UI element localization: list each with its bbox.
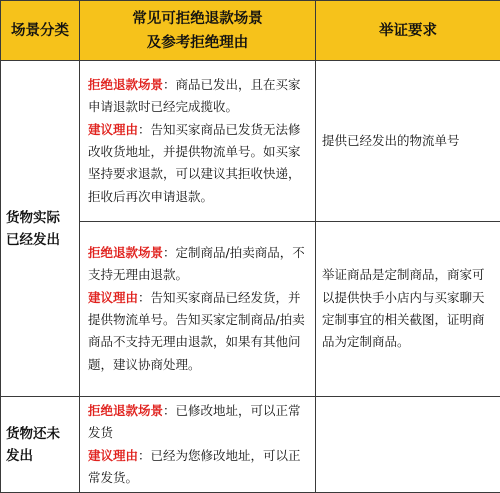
scene-label: 拒绝退款场景	[88, 77, 163, 92]
category-line2: 已经发出	[6, 229, 78, 251]
scene-cell	[80, 397, 316, 493]
header-scenes-line2: 及参考拒绝理由	[84, 31, 311, 55]
category-line1: 货物还未	[6, 423, 78, 445]
scene-cell	[80, 222, 316, 397]
table-header-row	[1, 1, 500, 61]
evidence-cell	[316, 397, 500, 493]
category-not-shipped	[1, 397, 80, 493]
scene-text: ：商品已发出，且在买家申请退款时已经完成揽收。	[88, 77, 301, 114]
scene-label: 拒绝退款场景	[88, 245, 163, 260]
evidence-cell: 举证商品是定制商品，商家可以提供快手小店内与买家聊天定制事宜的相关截图，证明商品为定制商品。	[316, 222, 500, 397]
reason-label: 建议理由	[88, 122, 138, 137]
header-scenes-and-reasons	[80, 1, 316, 61]
reason-text: ：告知买家商品已经发货，并提供物流单号。告知买家定制商品/拍卖商品不支持无理由退款，如果有其他问题，建议协商处理。	[88, 290, 305, 372]
category-line1: 货物实际	[6, 207, 78, 229]
header-scenes-line1: 常见可拒绝退款场景	[84, 7, 311, 31]
reason-text: ：已经为您修改地址，可以正常发货。	[88, 448, 301, 485]
reason-label: 建议理由	[88, 448, 138, 463]
table-row	[1, 397, 500, 493]
header-scene-category: 场景分类	[1, 1, 80, 61]
scene-text: ：已修改地址，可以正常发货	[88, 403, 301, 440]
reason-label: 建议理由	[88, 290, 138, 305]
reason-text: ：告知买家商品已发货无法修改收货地址，并提供物流单号。如买家坚持要求退款，可以建议其拒收快递，拒收后再次申请退款。	[88, 122, 301, 204]
scene-label: 拒绝退款场景	[88, 403, 163, 418]
evidence-cell: 提供已经发出的物流单号	[316, 61, 500, 222]
category-shipped	[1, 61, 80, 397]
category-line2: 发出	[6, 445, 78, 467]
header-evidence: 举证要求	[316, 1, 500, 61]
scene-cell	[80, 61, 316, 222]
table-row	[1, 61, 500, 222]
scene-text: ：定制商品/拍卖商品，不支持无理由退款。	[88, 245, 305, 282]
